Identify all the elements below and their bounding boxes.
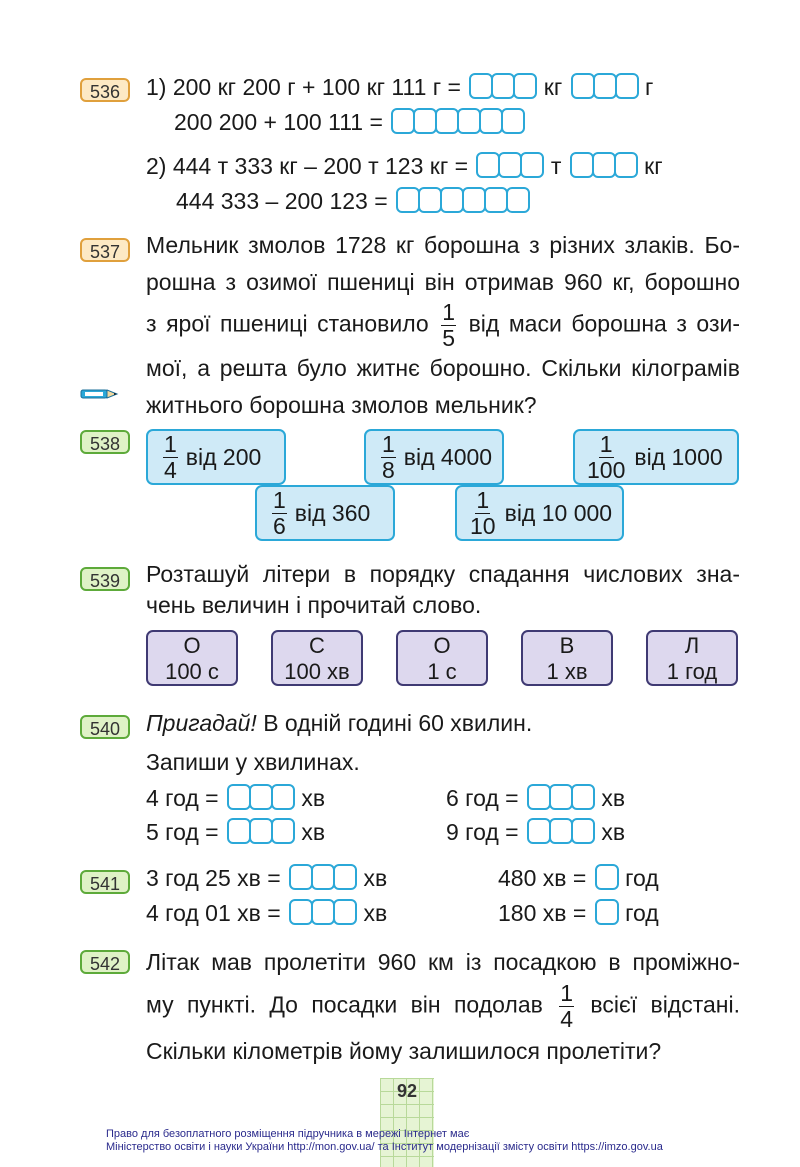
fraction-one-fifth: $\frac{1}{5}$ [442,299,456,351]
ex541-row: 4 год 01 хв = хв [146,900,388,926]
letter-card: Л 1 год [646,630,738,686]
exercise-number-542: 542 [80,950,130,974]
letter-card: О 1 с [396,630,488,686]
ex542-text: Літак мав пролетіти 960 км із посадкою в проміжно- му пункті. До посадки він подолав $\frac{1}{4}$ всієї відстані. Скільки кілометрів йому залишилося пролетіти? [146,949,740,1064]
ex539-text: Розташуй літери в порядку спадання числових зна- чень величин і прочитай слово. [146,561,740,618]
ex540-row: 6 год = хв [446,785,626,811]
exercise-number-540: 540 [80,715,130,739]
answer-cells[interactable] [527,818,593,844]
answer-cell[interactable] [595,864,617,890]
exercise-number-536: 536 [80,78,130,102]
ex540-task: Запиши у хвилинах. [146,749,360,775]
ex541-row: 3 год 25 хв = хв [146,865,388,891]
fraction-box: $\frac{1}{8}$ від 4000 [364,429,504,485]
fraction-box: $\frac{1}{100}$ від 1000 [573,429,739,485]
letter-card: О 100 с [146,630,238,686]
copyright-footer-line2: Міністерство освіти і науки України http://mon.gov.ua/ та Інститут модернізації змісту освіти https://imzo.gov.ua [106,1141,663,1153]
answer-cell[interactable] [595,899,617,925]
answer-cells[interactable] [227,818,293,844]
exercise-number-538: 538 [80,430,130,454]
answer-cells[interactable] [391,108,523,134]
ex537-text: Мельник змолов 1728 кг борошна з різних злаків. Бо- рошна з озимої пшениці він отримав 960 кг, борошно з ярої пшениці становило $\frac{1}{5}$ від маси борошна з ози- мої, а решта було житнє борошно. Скільки кілограмів житнього борошна змолов мельник? [146,232,741,418]
answer-cells[interactable] [227,784,293,810]
ex536-line4: 444 333 – 200 123 = [176,187,530,215]
answer-cells[interactable] [570,152,636,178]
pencil-icon [80,386,120,402]
answer-cells[interactable] [396,187,528,213]
answer-cells[interactable] [571,73,637,99]
ex540-row: 9 год = хв [446,819,626,845]
letter-card: В 1 хв [521,630,613,686]
fraction-box: $\frac{1}{10}$ від 10 000 [455,485,624,541]
letter-card: С 100 хв [271,630,363,686]
ex536-line1: 1) 200 кг 200 г + 100 кг 111 г = кг г [146,74,654,100]
answer-cells[interactable] [289,899,355,925]
exercise-number-541: 541 [80,870,130,894]
ex536-line3: 2) 444 т 333 кг – 200 т 123 кг = т кг [146,153,663,179]
fraction-box: $\frac{1}{6}$ від 360 [255,485,395,541]
ex540-intro: Пригадай! В одній годині 60 хвилин. [146,710,533,736]
answer-cells[interactable] [289,864,355,890]
exercise-number-539: 539 [80,567,130,591]
fraction-one-quarter: $\frac{1}{4}$ [560,980,574,1032]
ex541-row: 480 хв = год [498,865,659,891]
exercise-number-537: 537 [80,238,130,262]
ex536-line2: 200 200 + 100 111 = [174,108,525,136]
answer-cells[interactable] [469,73,535,99]
answer-cells[interactable] [476,152,542,178]
answer-cells[interactable] [527,784,593,810]
ex541-row: 180 хв = год [498,900,659,926]
copyright-footer-line1: Право для безоплатного розміщення підручника в мережі Інтернет має [106,1128,470,1140]
fraction-box: $\frac{1}{4}$ від 200 [146,429,286,485]
page-number: 92 [380,1078,434,1167]
ex540-row: 5 год = хв [146,819,326,845]
ex540-row: 4 год = хв [146,785,326,811]
